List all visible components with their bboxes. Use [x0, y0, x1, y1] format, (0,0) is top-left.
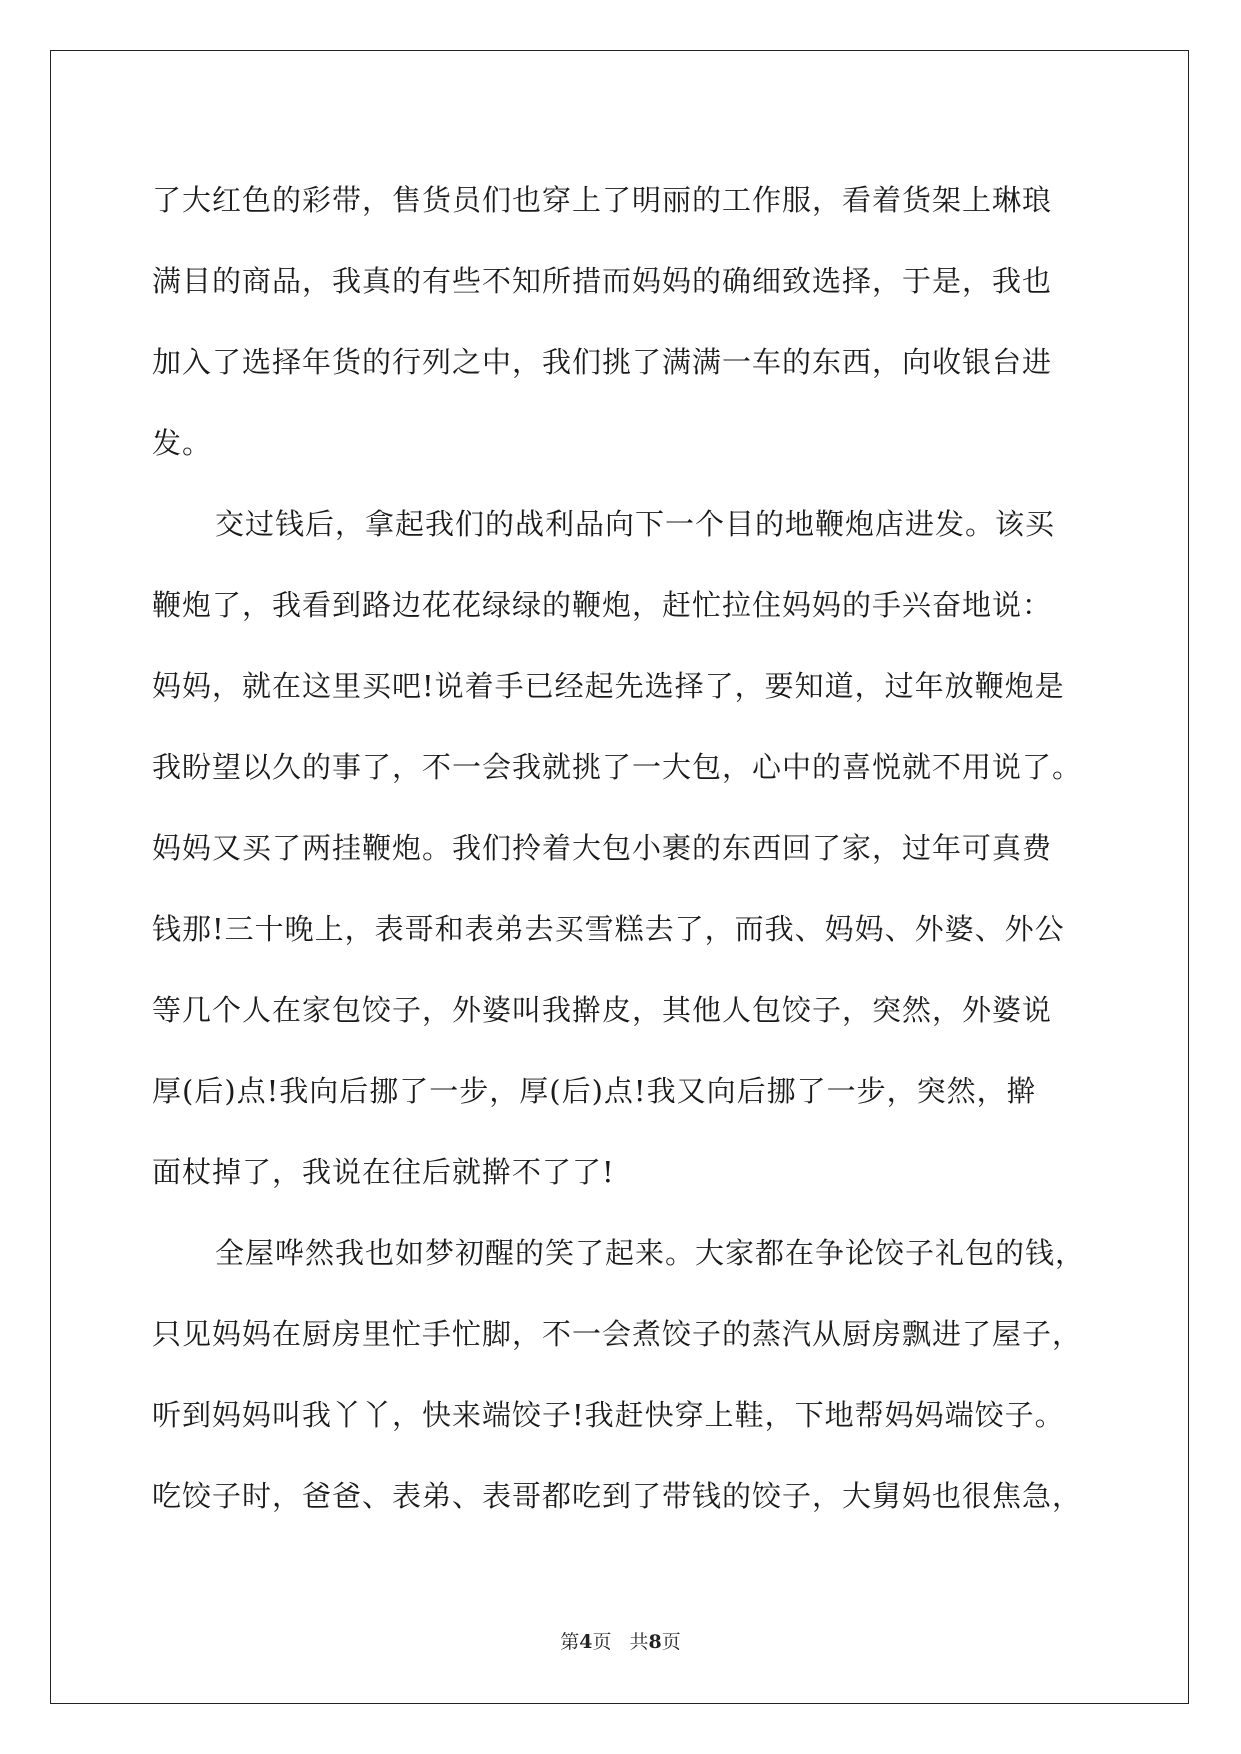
text-line: 我盼望以久的事了，不一会我就挑了一大包，心中的喜悦就不用说了。 [152, 750, 1083, 784]
text-line: 厚(后)点!我向后挪了一步，厚(后)点!我又向后挪了一步，突然，擀 [152, 1074, 1037, 1108]
text-line: 鞭炮了，我看到路边花花绿绿的鞭炮，赶忙拉住妈妈的手兴奋地说： [152, 588, 1053, 622]
current-page-number: 4 [579, 1631, 593, 1653]
page-suffix: 页 [592, 1631, 612, 1653]
page-footer [0, 1627, 1241, 1654]
total-suffix: 页 [661, 1631, 681, 1653]
total-prefix: 共 [629, 1631, 649, 1653]
page-prefix: 第 [560, 1631, 580, 1653]
text-line: 面杖掉了，我说在往后就擀不了了! [152, 1155, 615, 1189]
text-line: 等几个人在家包饺子，外婆叫我擀皮，其他人包饺子，突然，外婆说 [152, 993, 1053, 1027]
text-line: 吃饺子时，爸爸、表弟、表哥都吃到了带钱的饺子，大舅妈也很焦急， [152, 1479, 1083, 1513]
text-line: 加入了选择年货的行列之中，我们挑了满满一车的东西，向收银台进 [152, 345, 1053, 379]
text-line: 了大红色的彩带，售货员们也穿上了明丽的工作服，看着货架上琳琅 [152, 183, 1053, 217]
text-line: 妈妈，就在这里买吧!说着手已经起先选择了，要知道，过年放鞭炮是 [152, 669, 1065, 703]
document-body [152, 160, 1092, 1537]
text-line: 满目的商品，我真的有些不知所措而妈妈的确细致选择，于是，我也 [152, 264, 1053, 298]
paragraph-start-line: 全屋哗然我也如梦初醒的笑了起来。大家都在争论饺子礼包的钱， [215, 1236, 1086, 1270]
text-line: 听到妈妈叫我丫丫，快来端饺子!我赶快穿上鞋，下地帮妈妈端饺子。 [152, 1398, 1065, 1432]
total-page-number: 8 [648, 1631, 662, 1653]
text-line: 只见妈妈在厨房里忙手忙脚，不一会煮饺子的蒸汽从厨房飘进了屋子， [152, 1317, 1083, 1351]
text-line: 钱那!三十晚上，表哥和表弟去买雪糕去了，而我、妈妈、外婆、外公 [152, 912, 1065, 946]
text-line: 妈妈又买了两挂鞭炮。我们拎着大包小裹的东西回了家，过年可真费 [152, 831, 1053, 865]
paragraph-start-line: 交过钱后，拿起我们的战利品向下一个目的地鞭炮店进发。该买 [215, 507, 1056, 541]
text-line: 发。 [152, 426, 213, 460]
